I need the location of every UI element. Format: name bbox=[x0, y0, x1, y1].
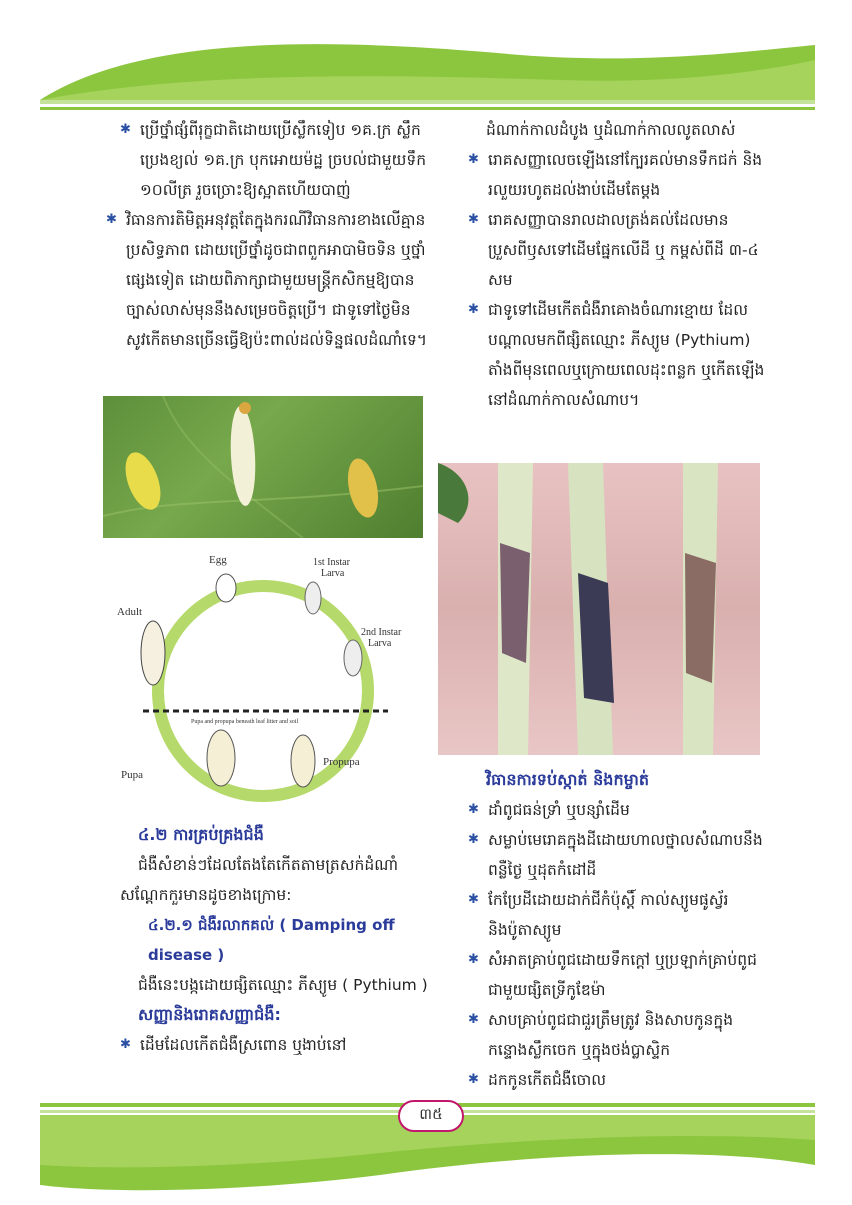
bullet-text: ដើមដែលកើតជំងឺស្រពោន ឬងាប់នៅ bbox=[140, 1036, 347, 1054]
symptom-heading: សញ្ញានិងរោគសញ្ញាជំងឺ: bbox=[138, 1005, 281, 1024]
bullet-text: ដាំពូជធន់ទ្រាំ ឬបន្សាំដើម bbox=[488, 801, 630, 819]
right-column-lower bbox=[468, 765, 768, 1095]
bullet-item bbox=[468, 205, 768, 295]
bullet-text: ប្រើថ្នាំផ្សំពីរុក្ខជាតិដោយប្រើស្លឹកទៀប ១គ.ក្រ ស្លឹកប្រេងខ្យល់ ១គ.ក្រ បុកអោយម៉ដ្ឋ ច្របល់ជាមួយទឹក ១០លីត្រ រួចច្រោះឱ្យស្អាតហើយបាញ់ bbox=[140, 121, 427, 199]
star-bullet-icon: ✱ bbox=[106, 212, 117, 227]
left-column bbox=[106, 115, 430, 355]
egg-figure bbox=[216, 574, 236, 602]
bullet-text: វិធានការតិមិត្តអនុវត្តតែក្នុងករណីវិធានការខាងលើគ្មានប្រសិទ្ធភាព ដោយប្រើថ្នាំដូចជាពពួកអាបាមិចទិន ឬថ្នាំផ្សេងទៀត ដោយពិភាក្សាជាមួយមន្ត្រីកសិកម្មឱ្យបានច្បាស់លាស់មុននឹងសម្រេចចិត្តប្រើ។ ជាទូទៅថ្ងៃមិនសូវកើតមានច្រើនធ្វើឱ្យប៉ះពាល់ដល់ទិន្នផលដំណាំទេ។ bbox=[126, 211, 427, 349]
star-bullet-icon: ✱ bbox=[120, 1037, 131, 1052]
damping-off-seedling-photo bbox=[438, 463, 760, 755]
bullet-text: សម្លាប់មេរោគក្នុងដីដោយហាលថ្នាលសំណាបនឹងពន្លឺថ្ងៃ ឬដុតកំដៅដី bbox=[488, 831, 763, 879]
bullet-text: ដកកូនកើតជំងឺចោល bbox=[488, 1071, 607, 1089]
bullet-text: រោគសញ្ញាលេចឡើងនៅក្បែរគល់មានទឹកជក់ និងរលួយរហូតដល់ងាប់ដើមតែម្តង bbox=[488, 151, 763, 199]
pupa-figure bbox=[207, 730, 235, 786]
star-bullet-icon: ✱ bbox=[468, 302, 479, 317]
bullet-item bbox=[120, 1030, 430, 1060]
subsection-paragraph: ជំងឺនេះបង្កដោយផ្សិតឈ្មោះ ភីស្យូម ( Pythium ) bbox=[138, 976, 428, 994]
label-propupa: Propupa bbox=[323, 756, 360, 768]
bullet-text: កែប្រែដីដោយដាក់ជីកំប៉ុស្តិ៍ កាល់ស្យូមផូស្វ័រ និងប៉ូតាស្យូម bbox=[488, 891, 729, 939]
bullet-item bbox=[468, 885, 768, 945]
bullet-item bbox=[468, 145, 768, 205]
section-heading: ៤.២ ការគ្រប់គ្រងជំងឺ bbox=[138, 825, 264, 844]
star-bullet-icon: ✱ bbox=[468, 952, 479, 967]
label-adult: Adult bbox=[117, 606, 143, 618]
thrips-life-cycle-diagram bbox=[103, 543, 423, 823]
left-column-lower bbox=[120, 820, 430, 1060]
continued-text: ដំណាក់កាលដំបូង ឬដំណាក់កាលលូតលាស់ bbox=[486, 121, 736, 139]
right-column bbox=[468, 115, 768, 415]
star-bullet-icon: ✱ bbox=[468, 832, 479, 847]
page-number-badge bbox=[398, 1100, 464, 1132]
label-pupa: Pupa bbox=[121, 769, 143, 781]
bullet-item bbox=[468, 945, 768, 1005]
bullet-text: សាបគ្រាប់ពូជជាជួរត្រឹមត្រូវ និងសាបកូនក្នុងកន្ទោងស្លឹកចេក ឬក្នុងថង់ប្លាស្ទិក bbox=[488, 1011, 734, 1059]
bullet-item bbox=[468, 1005, 768, 1065]
bullet-item bbox=[106, 205, 430, 355]
page-number: ៣៥ bbox=[419, 1105, 443, 1123]
bullet-text: ជាទូទៅដើមកើតជំងឺរាគោងចំណារខ្មោយ ដែលបណ្តាលមកពីផ្សិតឈ្មោះ ភីស្យូម (Pythium) តាំងពីមុនពេលឬក្រោយពេលដុះពន្លក ឬកើតឡើងនៅដំណាក់កាលសំណាប។ bbox=[488, 301, 765, 409]
star-bullet-icon: ✱ bbox=[468, 152, 479, 167]
label-larva2-b: Larva bbox=[368, 638, 392, 649]
control-heading: វិធានការទប់ស្កាត់ និងកម្ចាត់ bbox=[486, 770, 649, 789]
propupa-figure bbox=[291, 735, 315, 787]
label-ground: Pupa and propupa beneath leaf litter and soil bbox=[191, 719, 299, 725]
top-banner bbox=[0, 0, 852, 120]
label-larva1-b: Larva bbox=[321, 568, 345, 579]
thrips-larva-center bbox=[228, 402, 257, 507]
bullet-text: រោគសញ្ញាបានរាលដាលត្រង់គល់ដែលមានប្រួសពីឫសទៅដើមផ្នែកលើដី ឬ កម្ពស់ពីដី ៣-៤ សម bbox=[488, 211, 759, 289]
star-bullet-icon: ✱ bbox=[468, 802, 479, 817]
thrips-adult-right bbox=[343, 456, 383, 521]
bullet-item bbox=[120, 115, 430, 205]
thrips-photo bbox=[103, 396, 423, 538]
label-larva2-a: 2nd Instar bbox=[361, 627, 402, 638]
adult-figure bbox=[141, 621, 165, 685]
thrips-nymph-left bbox=[119, 448, 168, 515]
bullet-item bbox=[468, 795, 768, 825]
thrips-illustration bbox=[103, 396, 423, 538]
star-bullet-icon: ✱ bbox=[120, 122, 131, 137]
star-bullet-icon: ✱ bbox=[468, 1072, 479, 1087]
label-larva1-a: 1st Instar bbox=[313, 557, 350, 568]
star-bullet-icon: ✱ bbox=[468, 212, 479, 227]
larva1-figure bbox=[305, 582, 321, 614]
section-paragraph: ជំងឺសំខាន់ៗដែលតែងតែកើតតាមត្រសក់ដំណាំសណ្តែកកួរមានដូចខាងក្រោម: bbox=[120, 856, 399, 904]
star-bullet-icon: ✱ bbox=[468, 1012, 479, 1027]
bullet-text: សំអាតគ្រាប់ពូជដោយទឹកក្តៅ ឬប្រឡាក់គ្រាប់ពូជជាមួយផ្សិតទ្រីកូឌែម៉ា bbox=[488, 951, 757, 999]
subsection-heading: ៤.២.១ ជំងឺរលាកគល់ ( Damping off disease ) bbox=[148, 916, 395, 964]
label-egg: Egg bbox=[209, 554, 227, 566]
top-wave-decoration bbox=[0, 0, 852, 120]
seedling-stems-illustration bbox=[438, 463, 760, 755]
star-bullet-icon: ✱ bbox=[468, 892, 479, 907]
larva2-figure bbox=[344, 640, 362, 676]
bullet-item bbox=[468, 295, 768, 415]
bullet-item bbox=[468, 825, 768, 885]
